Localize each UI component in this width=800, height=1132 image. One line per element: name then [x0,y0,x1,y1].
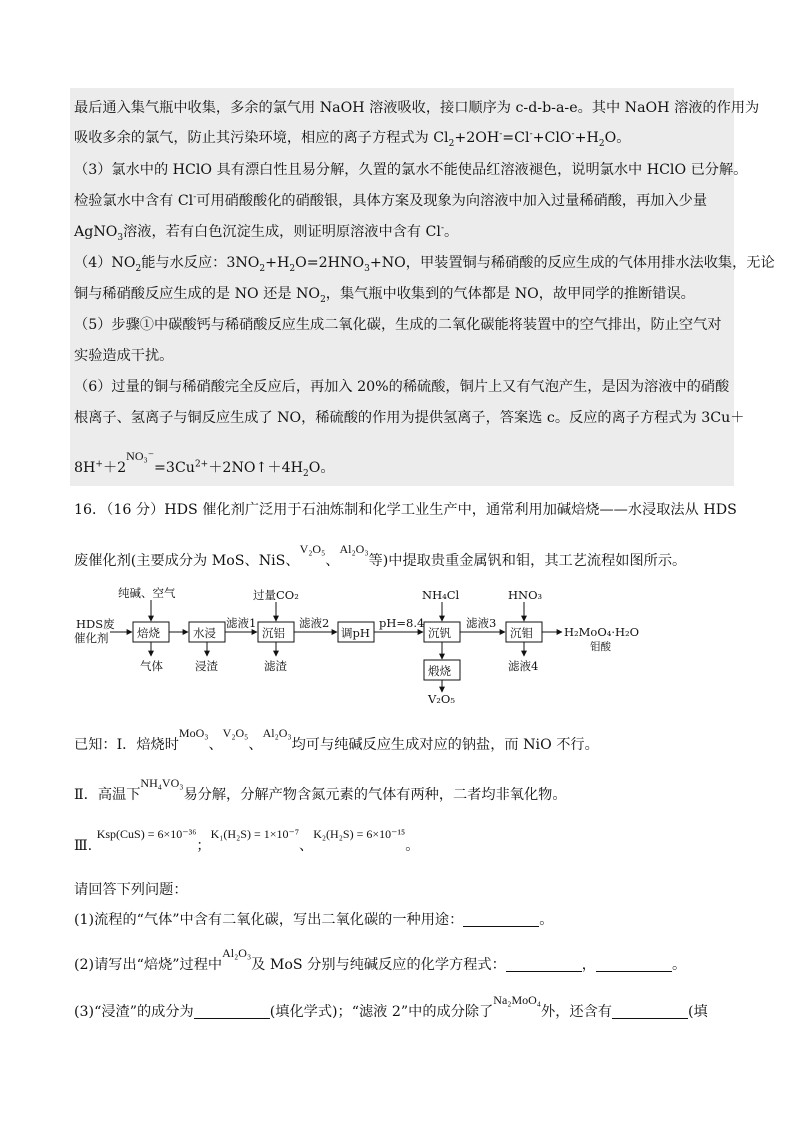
flow-box1-text: 焙烧 [137,626,160,640]
flow-label-filtrate3: 滤液3 [466,616,497,630]
answer-line-4: 检验氯水中含有 Cl-可用硝酸酸化的硝酸银，具体方案及现象为向溶液中加入过量稀硝酸，再加入少量 [74,192,708,209]
v2o5-formula: V₂O₅ [299,542,326,556]
flow-input-soda-air: 纯碱、空气 [118,586,176,600]
flow-label-ph: pH=8.4 [379,616,425,630]
part1-line: (1)流程的“气体”中含有二氧化碳，写出二氧化碳的一种用途： 。 [74,912,554,928]
question-16-line-1: 16．（16 分）HDS 催化剂广泛用于石油炼制和化学工业生产中，通常利用加碱焙烧——水浸取法从 HDS [74,502,737,518]
nh4vo3-formula: NH₄VO₃ [140,776,184,790]
answer-line-11: 根离子、氢离子与铜反应生成了 NO，稀硫酸的作用为提供氢离子，答案选 c。反应的离子方程式为 3Cu＋ [74,410,745,426]
flow-output-filter-residue: 滤渣 [264,659,287,673]
flow-output-v2o5: V₂O₅ [428,692,455,706]
answer-line-8: （5）步骤①中碳酸钙与稀硝酸反应生成二氧化碳，生成的二氧化碳能将装置中的空气排出，防止空气对 [74,317,722,333]
flow-label-filtrate1: 滤液1 [226,616,257,630]
moo3-formula: MoO₃ [178,726,209,740]
answer-line-9: 实验造成干扰。 [74,348,174,364]
answer-blank-1[interactable] [463,912,539,927]
flow-label-filtrate2: 滤液2 [299,616,330,630]
flow-product-name: 钼酸 [590,641,611,653]
flow-box6-text: 沉钼 [510,626,533,640]
flow-box7-text: 煅烧 [428,664,451,678]
k1-h2s: K₁(H₂S) = 1×10⁻⁷ [210,827,299,841]
known-line-3: Ⅲ. $^{Ksp(CuS) = 6\times 10^{-36}}$；$^{K_1(H_2S) = 1\times 10^{-7}}$、$^{K_2(H_2S) = 6\times 10^{-15}}$。 [74,827,420,854]
flow-input-nh4cl: NH₄Cl [422,588,460,602]
k2-h2s: K₂(H₂S) = 6×10⁻¹⁵ [313,827,406,841]
flow-output-leach-residue: 浸渣 [195,659,218,673]
flow-box4-text: 调pH [341,626,370,640]
al2o3-formula-3: Al₂O₃ [222,946,252,960]
question-16-line-2: 废催化剂(主要成分为 MoS、NiS、$^{V_2O_5}$、$^{Al_2O_3}$等)中提取贵重金属钒和钼，其工艺流程如图所示。 [74,542,687,569]
flow-output-filtrate4: 滤液4 [508,659,539,673]
ksp-cus: Ksp(CuS) = 6×10⁻³⁶ [96,827,197,841]
answer-line-5: AgNO$_3$溶液，若有白色沉淀生成，则证明原溶液中含有 Cl-。 [74,223,459,243]
answer-blank-4[interactable] [194,1004,270,1019]
part2-line: (2)请写出“焙烧”过程中$^{Al_2O_3}$及 MoS 分别与纯碱反应的化学方程式： ， 。 [74,946,687,973]
flow-output-gas: 气体 [140,659,163,673]
answer-blank-5[interactable] [612,1004,688,1019]
answer-line-1: 最后通入集气瓶中收集，多余的氯气用 NaOH 溶液吸收，接口顺序为 c-d-b-a-e。其中 NaOH 溶液的作用为 [74,100,760,116]
flow-box3-text: 沉铝 [262,626,285,640]
answer-blank-2[interactable] [506,957,582,972]
al2o3-formula-2: Al₂O₃ [262,726,292,740]
process-flow-diagram [70,584,670,708]
answer-line-2: 吸收多余的氯气，防止其污染环境，相应的离子方程式为 $Cl_2+2OH^-=Cl^-+ClO^-+H_2O$。 [74,129,631,149]
known-line-1: 已知：Ⅰ．焙烧时$^{MoO_3}$、$^{V_2O_5}$、$^{Al_2O_3}$均可与纯碱反应生成对应的钠盐，而 NiO 不行。 [74,726,599,753]
answer-line-3: （3）氯水中的 HClO 具有漂白性且易分解，久置的氯水不能使品红溶液褪色，说明氯水中 HClO 已分解。 [74,162,748,178]
flow-product-formula: H₂MoO₄·H₂O [564,625,640,639]
known-line-2: Ⅱ．高温下$^{NH_4VO_3}$易分解，分解产物含氮元素的气体有两种，二者均非氧化物。 [74,776,567,803]
answer-line-7: 铜与稀硝酸反应生成的是 NO 还是 $NO_2$，集气瓶中收集到的气体都是 NO，故甲同学的推断错误。 [74,286,695,305]
answer-line-12: $8H^++2^{NO_3^-}=3Cu^{2+}+2NO↑+4H_2O$。 [74,449,335,479]
v2o5-formula-2: V₂O₅ [222,726,249,740]
flow-input-hno3: HNO₃ [508,588,543,602]
flow-hds-label-1: HDS废 [76,617,115,631]
part3-line: (3)“浸渣”的成分为 (填化学式)；“滤液 2”中的成分除了$^{Na_2MoO_4}$外，还含有 (填 [74,993,708,1020]
na2moo4-formula: Na₂MoO₄ [493,993,541,1007]
prompt-line: 请回答下列问题： [74,882,188,898]
flow-input-co2: 过量CO₂ [253,588,299,602]
flow-box5-text: 沉钒 [428,626,451,640]
flow-hds-label-2: 催化剂 [74,631,109,645]
answer-line-6: $(4)NO_2$能与水反应：$3NO_2+H_2O=2HNO_3+NO$，甲装置铜与稀硝酸的反应生成的气体用排水法收集，无论 [74,255,775,274]
al2o3-formula: Al₂O₃ [339,542,369,556]
answer-line-10: （6）过量的铜与稀硝酸完全反应后，再加入 20%的稀硫酸，铜片上又有气泡产生，是因为溶液中的硝酸 [74,379,730,395]
answer-blank-3[interactable] [596,957,672,972]
nitrate-formula: NO₃⁻ [126,449,155,463]
flow-box2-text: 水浸 [193,626,216,640]
